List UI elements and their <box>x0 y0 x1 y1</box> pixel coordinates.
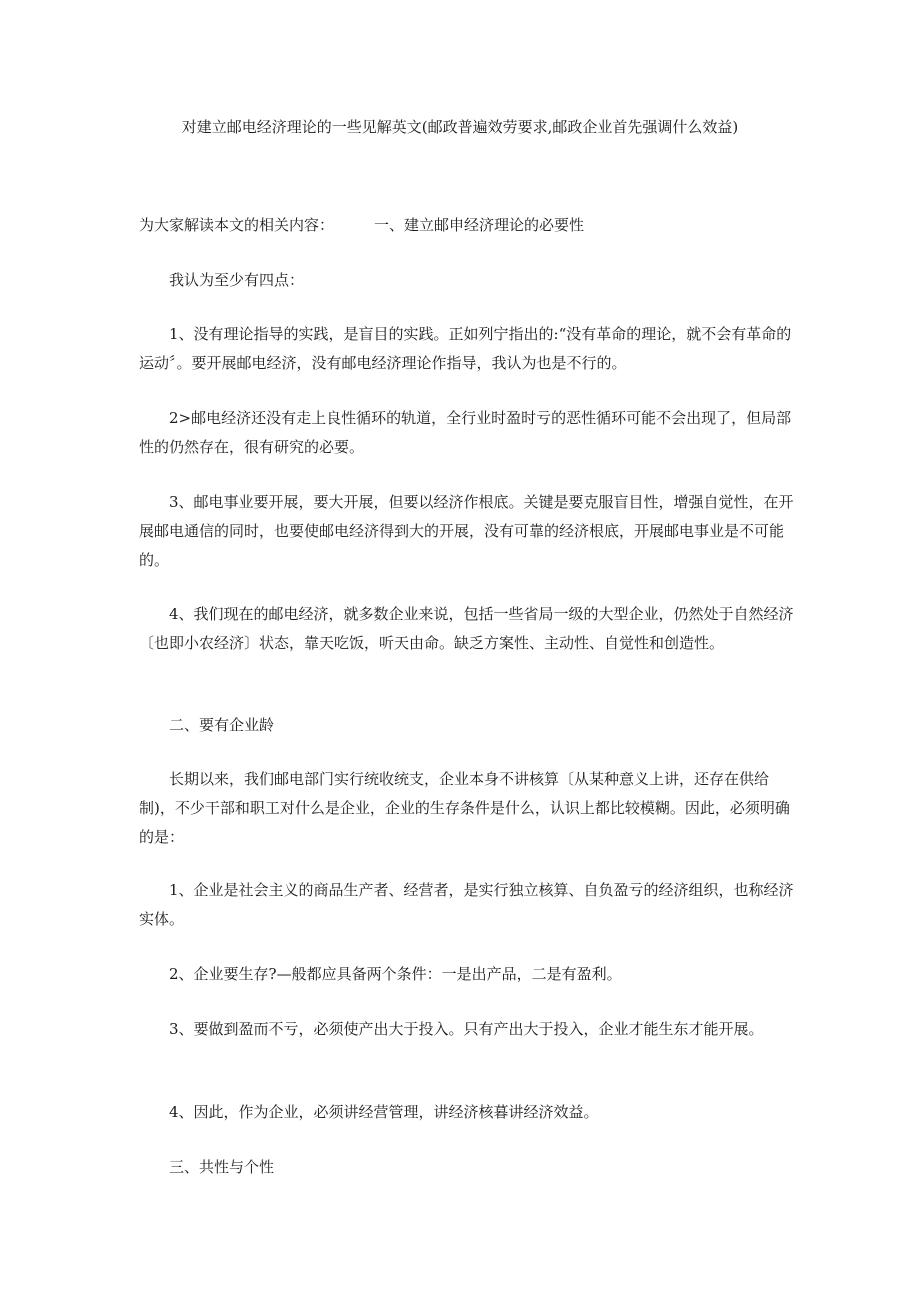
section-heading-1: 一、建立邮申经济理论的必要性 <box>374 216 585 234</box>
intro-line <box>139 212 584 238</box>
intro-label: 为大家解读本文的相关内容： <box>139 216 335 234</box>
paragraph-point-4: 4、我们现在的邮电经济，就多数企业来说，包括一些省局一级的大型企业，仍然处于自然经济〔也即小农经济〕状态，靠天吃饭，听天由命。缺乏方案性、主动性、自觉性和创造性。 <box>139 605 794 652</box>
paragraph-point-3: 3、邮电事业要开展，要大开展，但要以经济作根底。关键是要克服盲目性，增强自觉性，在开展邮电通信的同时，也要使邮电经济得到大的开展，没有可靠的经济根底，开展邮电事业是不可能的。 <box>139 493 794 569</box>
section-heading-3: 三、共性与个性 <box>169 1158 275 1176</box>
paragraph-enterprise-3: 3、要做到盈而不亏，必须使产出大于投入。只有产出大于投入，企业才能生东才能开展。 <box>169 1020 764 1038</box>
paragraph-enterprise-1: 1、企业是社会主义的商品生产者、经营者，是实行独立核算、自负盈亏的经济组织，也称经济实体。 <box>139 881 794 928</box>
paragraph-point-1: 1、没有理论指导的实践，是盲目的实践。正如列宁指出的:“没有革命的理论，就不会有革命的运动〞。要开展邮电经济，没有邮电经济理论作指导，我认为也是不行的。 <box>139 325 792 372</box>
paragraph-enterprise-2: 2、企业要生存?—般都应具备两个条件：一是出产品，二是有盈利。 <box>169 965 622 983</box>
paragraph-four-points: 我认为至少有四点： <box>169 271 305 289</box>
paragraph-enterprise-intro: 长期以来，我们邮电部门实行统收统支，企业本身不讲核算〔从某种意义上讲，还存在供给制)，不少干部和职工对什么是企业，企业的生存条件是什么，认识上都比较模糊。因此，必须明确的是： <box>139 770 790 846</box>
paragraph-point-2: 2>邮电经济还没有走上良性循环的轨道，全行业时盈时亏的恶性循环可能不会出现了，但局部性的仍然存在，很有研究的必要。 <box>139 409 792 456</box>
document-title: 对建立邮电经济理论的一些见解英文(邮政普遍效劳要求,邮政企业首先强调什么效益) <box>181 118 739 136</box>
section-heading-2: 二、要有企业龄 <box>169 716 275 734</box>
paragraph-enterprise-4: 4、因此，作为企业，必须讲经营管理，讲经济核暮讲经济效益。 <box>169 1103 599 1121</box>
